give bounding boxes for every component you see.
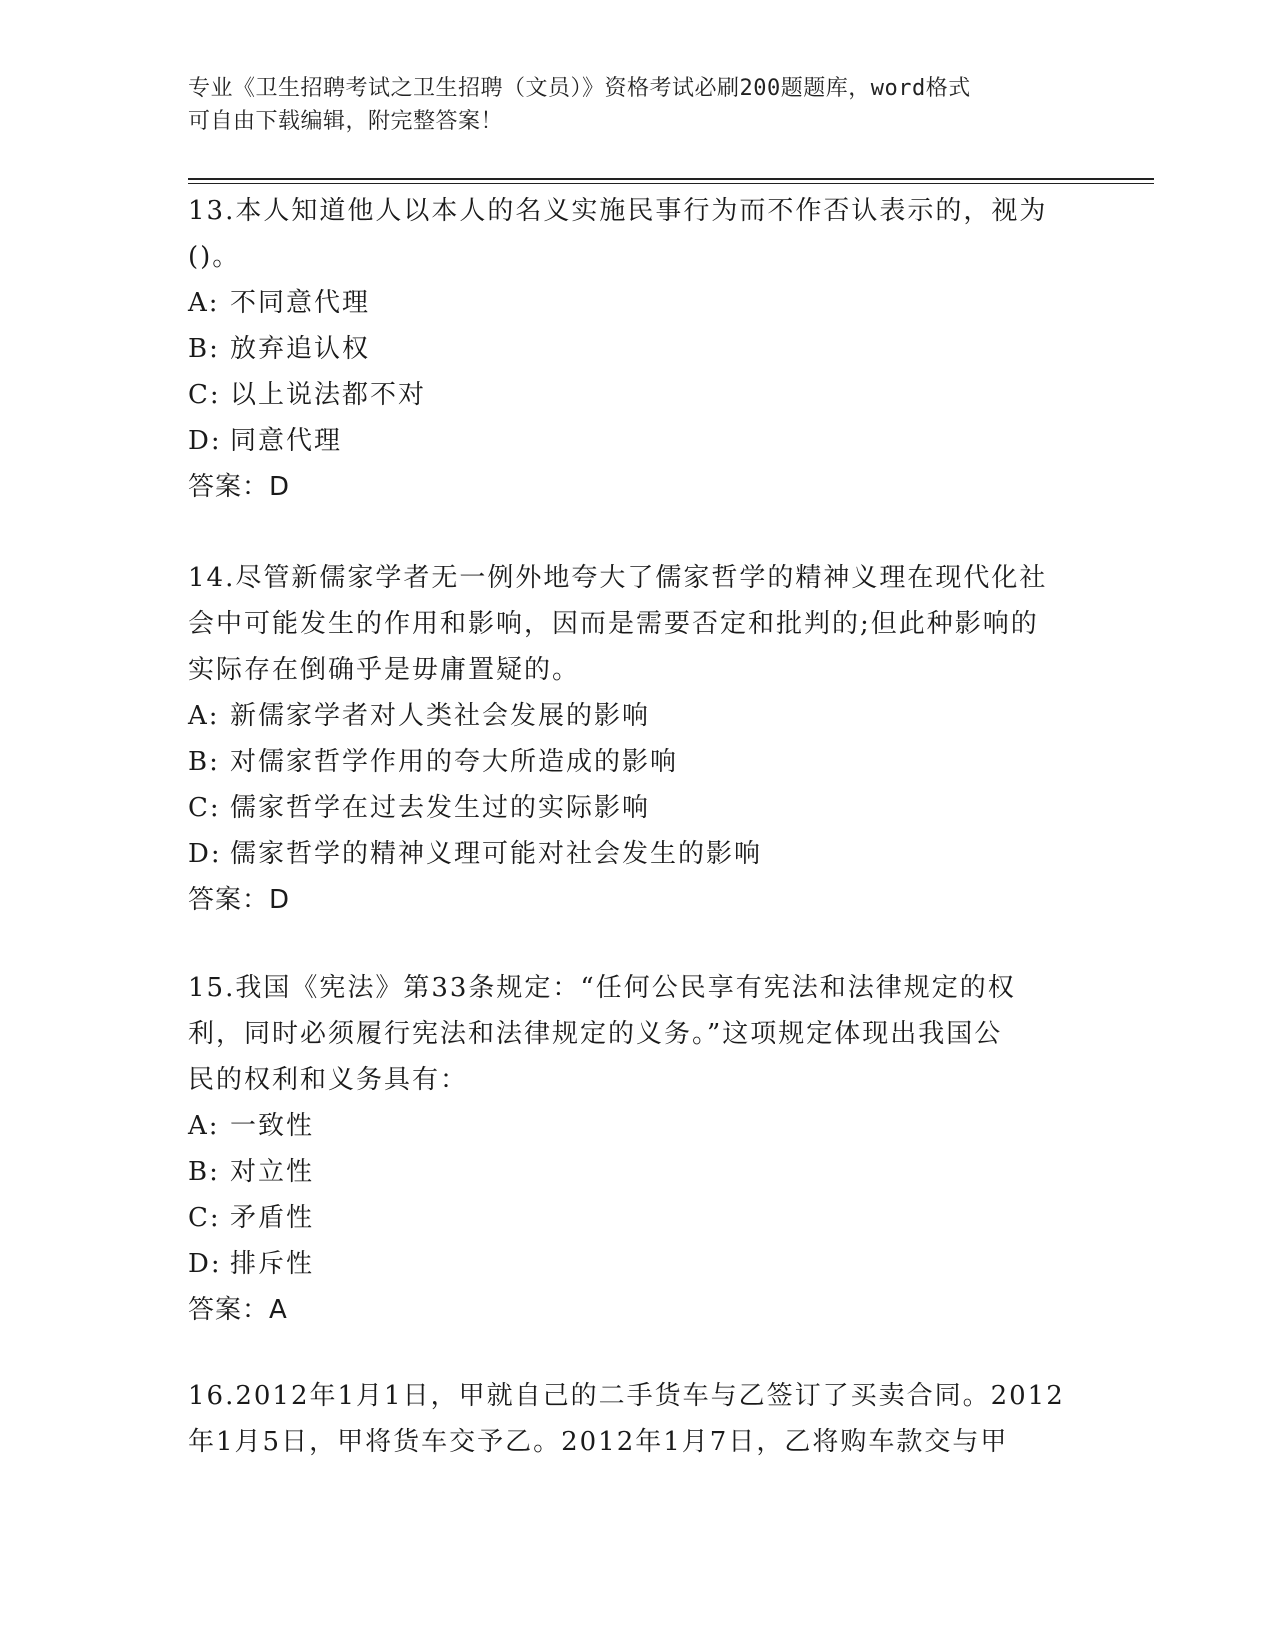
answer-line: 答案：D (188, 472, 291, 502)
option-a (188, 1103, 1088, 1149)
answer-line: 答案：D (188, 885, 291, 915)
option-text: 以上说法都不对 (230, 380, 427, 410)
option-key: B: (188, 747, 220, 777)
question-stem-line: 会中可能发生的作用和影响，因而是需要否定和批判的;但此种影响的 (188, 609, 1039, 639)
option-key: A: (188, 288, 220, 318)
option-key: D: (188, 839, 222, 869)
question-16 (188, 1373, 1088, 1465)
question-stem-line: 民的权利和义务具有： (188, 1065, 469, 1095)
option-text: 对立性 (230, 1157, 315, 1187)
option-text: 同意代理 (230, 426, 343, 456)
header-divider-thin (188, 183, 1154, 184)
option-key: D: (188, 426, 222, 456)
question-13 (188, 188, 1088, 510)
option-c (188, 785, 1088, 831)
question-stem-line: ()。 (188, 242, 241, 272)
option-b (188, 1149, 1088, 1195)
option-text: 矛盾性 (230, 1203, 315, 1233)
option-d (188, 418, 1088, 464)
option-d (188, 1241, 1088, 1287)
option-text: 放弃追认权 (230, 334, 371, 364)
question-stem-line: 14.尽管新儒家学者无一例外地夸大了儒家哲学的精神义理在现代化社 (188, 563, 1048, 593)
question-stem-line: 15.我国《宪法》第33条规定：“任何公民享有宪法和法律规定的权 (188, 973, 1016, 1003)
option-key: B: (188, 334, 220, 364)
document-header (188, 72, 1088, 138)
option-a (188, 280, 1088, 326)
option-c (188, 372, 1088, 418)
option-text: 儒家哲学的精神义理可能对社会发生的影响 (230, 839, 763, 869)
option-a (188, 693, 1088, 739)
option-b (188, 326, 1088, 372)
option-text: 儒家哲学在过去发生过的实际影响 (230, 793, 651, 823)
option-key: C: (188, 793, 221, 823)
option-text: 不同意代理 (230, 288, 371, 318)
option-text: 一致性 (230, 1111, 315, 1141)
question-stem-line: 年1月5日，甲将货车交予乙。2012年1月7日，乙将购车款交与甲 (188, 1427, 1009, 1457)
option-b (188, 739, 1088, 785)
option-text: 对儒家哲学作用的夸大所造成的影响 (230, 747, 679, 777)
header-line-1: 专业《卫生招聘考试之卫生招聘（文员）》资格考试必刷200题题库，word格式 (188, 76, 971, 101)
question-stem-line: 利，同时必须履行宪法和法律规定的义务。”这项规定体现出我国公 (188, 1019, 1003, 1049)
option-key: A: (188, 1111, 220, 1141)
option-key: D: (188, 1249, 222, 1279)
option-key: C: (188, 380, 221, 410)
question-15 (188, 965, 1088, 1333)
option-c (188, 1195, 1088, 1241)
option-d (188, 831, 1088, 877)
header-divider-thick (188, 178, 1154, 180)
header-line-2: 可自由下载编辑，附完整答案！ (188, 109, 504, 134)
option-key: C: (188, 1203, 221, 1233)
option-key: A: (188, 701, 220, 731)
question-stem-line: 16.2012年1月1日，甲就自己的二手货车与乙签订了买卖合同。2012 (188, 1381, 1065, 1411)
question-stem-line: 13.本人知道他人以本人的名义实施民事行为而不作否认表示的，视为 (188, 196, 1048, 226)
question-stem-line: 实际存在倒确乎是毋庸置疑的。 (188, 655, 581, 685)
answer-line: 答案：A (188, 1295, 288, 1325)
option-text: 新儒家学者对人类社会发展的影响 (230, 701, 651, 731)
option-text: 排斥性 (230, 1249, 315, 1279)
option-key: B: (188, 1157, 220, 1187)
question-14 (188, 555, 1088, 923)
